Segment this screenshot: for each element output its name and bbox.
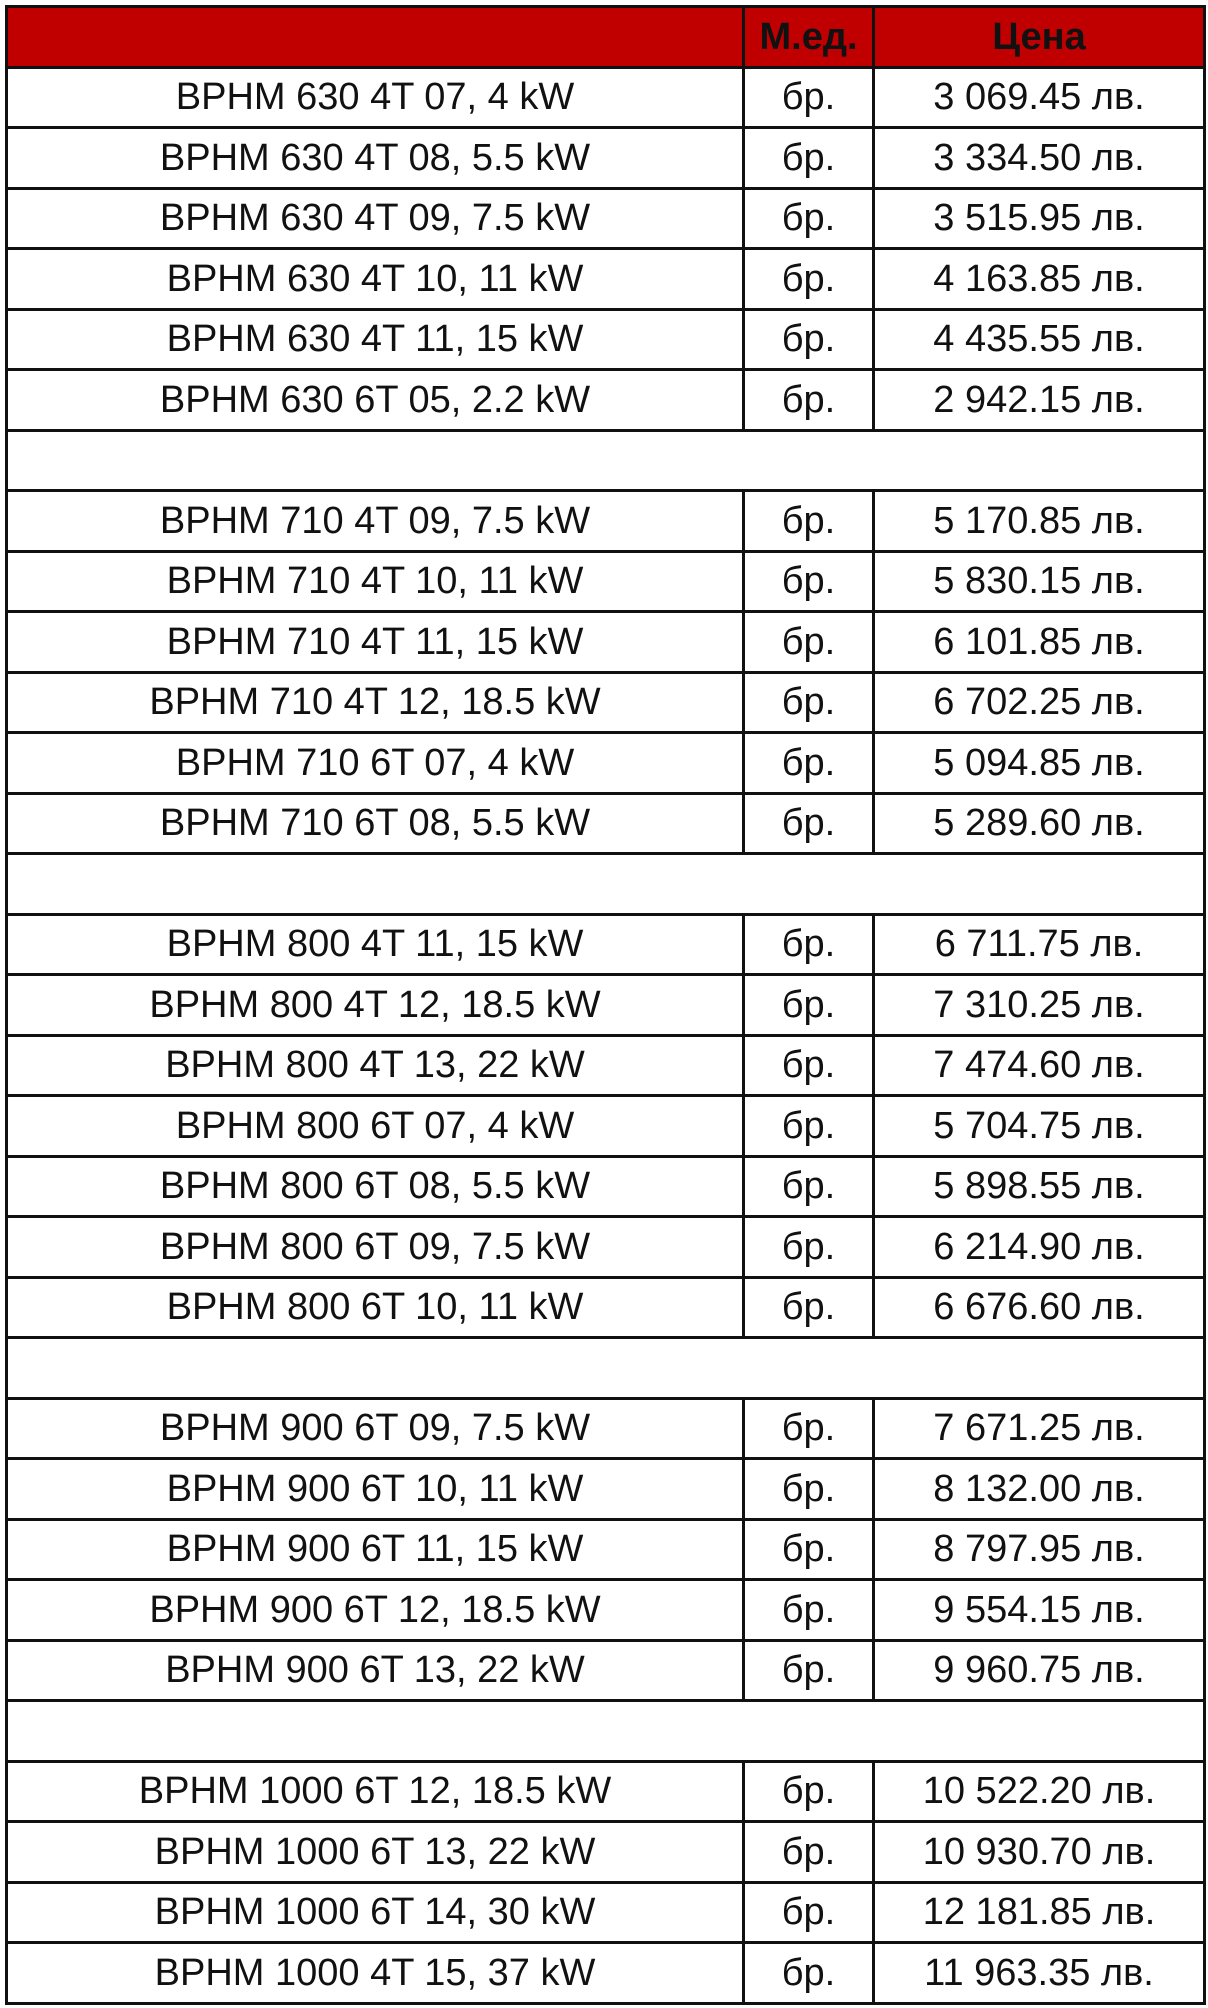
product-name-cell: BPHM 1000 4T 15, 37 kW	[7, 1943, 744, 2004]
table-row	[7, 1156, 1205, 1217]
table-row	[7, 733, 1205, 794]
product-name-cell: BPHM 710 6T 08, 5.5 kW	[7, 793, 744, 854]
price-cell: 5 898.55 лв.	[874, 1156, 1205, 1217]
product-name-cell: BPHM 630 4T 10, 11 kW	[7, 249, 744, 310]
price-table	[5, 5, 1206, 2005]
price-cell: 5 830.15 лв.	[874, 551, 1205, 612]
table-row	[7, 1398, 1205, 1459]
unit-cell: бр.	[744, 370, 874, 431]
product-name-cell: BPHM 800 6T 09, 7.5 kW	[7, 1217, 744, 1278]
table-row	[7, 249, 1205, 310]
table-row	[7, 128, 1205, 189]
group-separator-row	[7, 1701, 1205, 1762]
unit-cell: бр.	[744, 975, 874, 1036]
unit-cell: бр.	[744, 67, 874, 128]
table-row	[7, 1822, 1205, 1883]
group-separator-cell	[7, 430, 1205, 491]
unit-cell: бр.	[744, 1580, 874, 1641]
price-cell: 6 101.85 лв.	[874, 612, 1205, 673]
product-name-cell: BPHM 710 4T 12, 18.5 kW	[7, 672, 744, 733]
price-cell: 6 676.60 лв.	[874, 1277, 1205, 1338]
product-name-cell: BPHM 630 4T 08, 5.5 kW	[7, 128, 744, 189]
table-row	[7, 1882, 1205, 1943]
product-name-cell: BPHM 630 6T 05, 2.2 kW	[7, 370, 744, 431]
table-row	[7, 1096, 1205, 1157]
table-row	[7, 188, 1205, 249]
group-separator-cell	[7, 854, 1205, 915]
unit-cell: бр.	[744, 551, 874, 612]
unit-cell: бр.	[744, 249, 874, 310]
product-name-cell: BPHM 800 4T 12, 18.5 kW	[7, 975, 744, 1036]
group-separator-row	[7, 430, 1205, 491]
product-name-cell: BPHM 710 4T 11, 15 kW	[7, 612, 744, 673]
unit-cell: бр.	[744, 612, 874, 673]
header-price-cell: Цена	[874, 7, 1205, 68]
table-row	[7, 672, 1205, 733]
unit-cell: бр.	[744, 1096, 874, 1157]
price-cell: 8 797.95 лв.	[874, 1519, 1205, 1580]
header-name-cell	[7, 7, 744, 68]
price-cell: 9 960.75 лв.	[874, 1640, 1205, 1701]
unit-cell: бр.	[744, 128, 874, 189]
table-row	[7, 975, 1205, 1036]
product-name-cell: BPHM 900 6T 10, 11 kW	[7, 1459, 744, 1520]
price-cell: 4 435.55 лв.	[874, 309, 1205, 370]
price-cell: 3 334.50 лв.	[874, 128, 1205, 189]
unit-cell: бр.	[744, 1398, 874, 1459]
unit-cell: бр.	[744, 793, 874, 854]
price-cell: 4 163.85 лв.	[874, 249, 1205, 310]
price-cell: 2 942.15 лв.	[874, 370, 1205, 431]
price-cell: 7 474.60 лв.	[874, 1035, 1205, 1096]
group-separator-cell	[7, 1701, 1205, 1762]
unit-cell: бр.	[744, 1640, 874, 1701]
unit-cell: бр.	[744, 1035, 874, 1096]
product-name-cell: BPHM 630 4T 11, 15 kW	[7, 309, 744, 370]
product-name-cell: BPHM 710 4T 09, 7.5 kW	[7, 491, 744, 552]
product-name-cell: BPHM 800 6T 10, 11 kW	[7, 1277, 744, 1338]
product-name-cell: BPHM 900 6T 11, 15 kW	[7, 1519, 744, 1580]
unit-cell: бр.	[744, 914, 874, 975]
unit-cell: бр.	[744, 1217, 874, 1278]
price-cell: 6 702.25 лв.	[874, 672, 1205, 733]
header-unit-cell: М.ед.	[744, 7, 874, 68]
unit-cell: бр.	[744, 1277, 874, 1338]
price-cell: 11 963.35 лв.	[874, 1943, 1205, 2004]
price-cell: 8 132.00 лв.	[874, 1459, 1205, 1520]
product-name-cell: BPHM 800 4T 13, 22 kW	[7, 1035, 744, 1096]
table-row	[7, 1640, 1205, 1701]
price-cell: 7 310.25 лв.	[874, 975, 1205, 1036]
price-cell: 5 704.75 лв.	[874, 1096, 1205, 1157]
product-name-cell: BPHM 900 6T 13, 22 kW	[7, 1640, 744, 1701]
table-header	[7, 7, 1205, 68]
table-row	[7, 793, 1205, 854]
table-row	[7, 1943, 1205, 2004]
table-row	[7, 1217, 1205, 1278]
product-name-cell: BPHM 710 6T 07, 4 kW	[7, 733, 744, 794]
table-row	[7, 551, 1205, 612]
table-row	[7, 1580, 1205, 1641]
price-cell: 5 094.85 лв.	[874, 733, 1205, 794]
unit-cell: бр.	[744, 309, 874, 370]
unit-cell: бр.	[744, 1156, 874, 1217]
product-name-cell: BPHM 1000 6T 12, 18.5 kW	[7, 1761, 744, 1822]
group-separator-row	[7, 854, 1205, 915]
table-row	[7, 1519, 1205, 1580]
product-name-cell: BPHM 630 4T 09, 7.5 kW	[7, 188, 744, 249]
price-cell: 12 181.85 лв.	[874, 1882, 1205, 1943]
product-name-cell: BPHM 1000 6T 14, 30 kW	[7, 1882, 744, 1943]
table-row	[7, 612, 1205, 673]
header-row	[7, 7, 1205, 68]
unit-cell: бр.	[744, 672, 874, 733]
product-name-cell: BPHM 630 4T 07, 4 kW	[7, 67, 744, 128]
price-cell: 6 214.90 лв.	[874, 1217, 1205, 1278]
table-row	[7, 309, 1205, 370]
table-row	[7, 1761, 1205, 1822]
product-name-cell: BPHM 900 6T 12, 18.5 kW	[7, 1580, 744, 1641]
price-cell: 9 554.15 лв.	[874, 1580, 1205, 1641]
price-cell: 5 170.85 лв.	[874, 491, 1205, 552]
product-name-cell: BPHM 800 6T 08, 5.5 kW	[7, 1156, 744, 1217]
unit-cell: бр.	[744, 1943, 874, 2004]
product-name-cell: BPHM 900 6T 09, 7.5 kW	[7, 1398, 744, 1459]
unit-cell: бр.	[744, 1882, 874, 1943]
unit-cell: бр.	[744, 1761, 874, 1822]
table-row	[7, 1277, 1205, 1338]
product-name-cell: BPHM 800 4T 11, 15 kW	[7, 914, 744, 975]
group-separator-row	[7, 1338, 1205, 1399]
table-row	[7, 1459, 1205, 1520]
product-name-cell: BPHM 710 4T 10, 11 kW	[7, 551, 744, 612]
unit-cell: бр.	[744, 1822, 874, 1883]
group-separator-cell	[7, 1338, 1205, 1399]
unit-cell: бр.	[744, 1519, 874, 1580]
table-row	[7, 370, 1205, 431]
table-body	[7, 67, 1205, 2003]
product-name-cell: BPHM 1000 6T 13, 22 kW	[7, 1822, 744, 1883]
unit-cell: бр.	[744, 188, 874, 249]
price-cell: 7 671.25 лв.	[874, 1398, 1205, 1459]
product-name-cell: BPHM 800 6T 07, 4 kW	[7, 1096, 744, 1157]
price-cell: 6 711.75 лв.	[874, 914, 1205, 975]
table-row	[7, 491, 1205, 552]
unit-cell: бр.	[744, 733, 874, 794]
unit-cell: бр.	[744, 491, 874, 552]
unit-cell: бр.	[744, 1459, 874, 1520]
table-row	[7, 914, 1205, 975]
table-row	[7, 1035, 1205, 1096]
table-row	[7, 67, 1205, 128]
price-cell: 10 522.20 лв.	[874, 1761, 1205, 1822]
price-cell: 3 069.45 лв.	[874, 67, 1205, 128]
price-cell: 3 515.95 лв.	[874, 188, 1205, 249]
price-cell: 5 289.60 лв.	[874, 793, 1205, 854]
price-cell: 10 930.70 лв.	[874, 1822, 1205, 1883]
